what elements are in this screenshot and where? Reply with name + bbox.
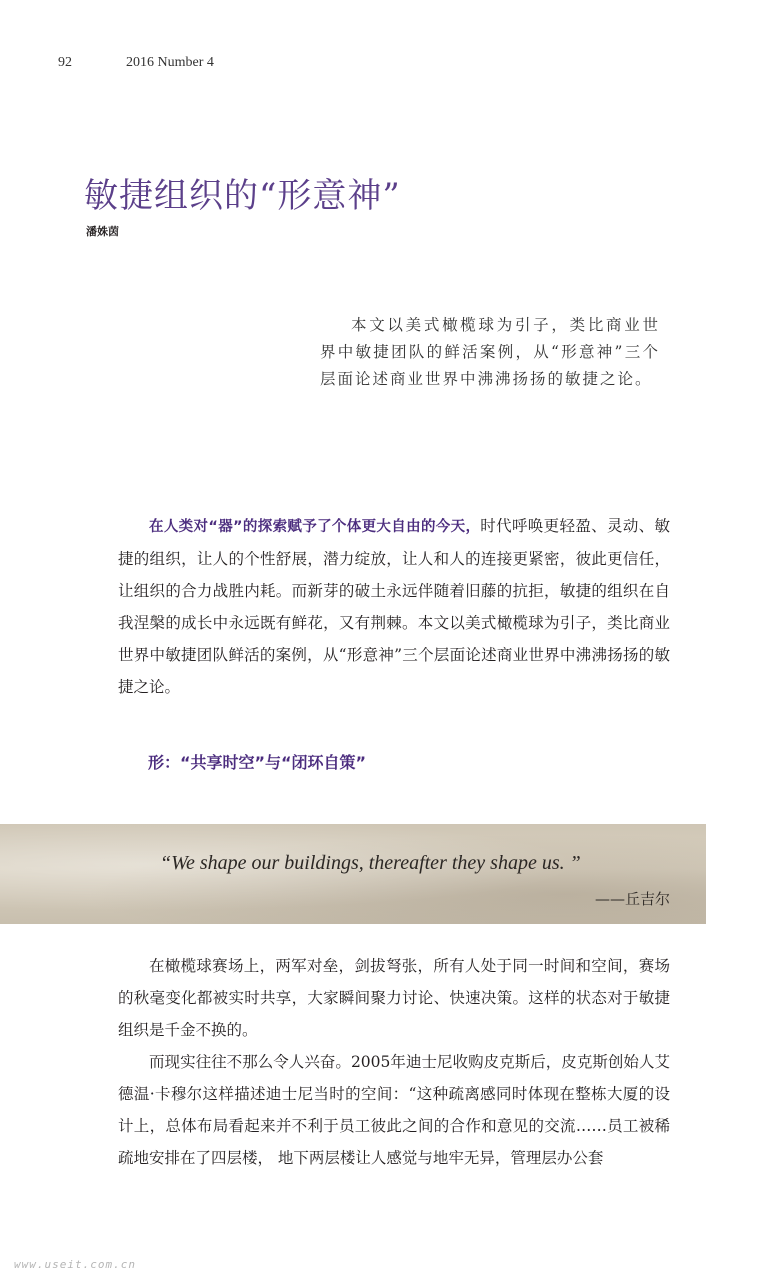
quote-banner <box>0 824 706 924</box>
article-title: 敏捷组织的“形意神” <box>84 176 401 216</box>
intro-rest: 时代呼唤更轻盈、灵动、敏捷的组织，让人的个性舒展，潜力绽放，让人和人的连接更紧密，彼此更信任，让组织的合力战胜内耗。而新芽的破土永远伴随着旧藤的抗拒，敏捷的组织在自我涅槃的成长中永远既有鲜花，又有荆棘。本文以美式橄榄球为引子，类比商业世界中敏捷团队鲜活的案例，从“形意神”三个层面论述商业世界中沸沸扬扬的敏捷之论。 <box>118 517 670 696</box>
issue-label: 2016 Number 4 <box>126 55 214 70</box>
page-number: 92 <box>58 55 72 70</box>
quote-attribution: ——丘吉尔 <box>594 890 670 908</box>
intro-paragraph <box>118 510 670 703</box>
intro-lead: 在人类对“器”的探索赋予了个体更大自由的今天， <box>149 519 481 535</box>
site-watermark: www.useit.com.cn <box>14 1258 136 1271</box>
section-heading: 形：“共享时空”与“闭环自策” <box>148 753 367 772</box>
running-header <box>58 55 214 71</box>
body-paragraph-2: 而现实往往不那么令人兴奋。2005年迪士尼收购皮克斯后，皮克斯创始人艾德温·卡穆尔这样描述迪士尼当时的空间：“这种疏离感同时体现在整栋大厦的设计上，总体布局看起来并不利于员工彼此之间的合作和意见的交流……员工被稀疏地安排在了四层楼， 地下两层楼让人感觉与地牢无异，管理层办公套 <box>118 1053 670 1167</box>
author-name: 潘姝茵 <box>86 225 119 238</box>
article-abstract: 本文以美式橄榄球为引子，类比商业世界中敏捷团队的鲜活案例，从“形意神”三个层面论述商业世界中沸沸扬扬的敏捷之论。 <box>320 316 660 388</box>
body-paragraph-1: 在橄榄球赛场上，两军对垒，剑拔弩张，所有人处于同一时间和空间，赛场的秋毫变化都被实时共享，大家瞬间聚力讨论、快速决策。这样的状态对于敏捷组织是千金不换的。 <box>118 957 670 1039</box>
quote-text: “We shape our buildings, thereafter they shape us. ” <box>160 852 581 874</box>
